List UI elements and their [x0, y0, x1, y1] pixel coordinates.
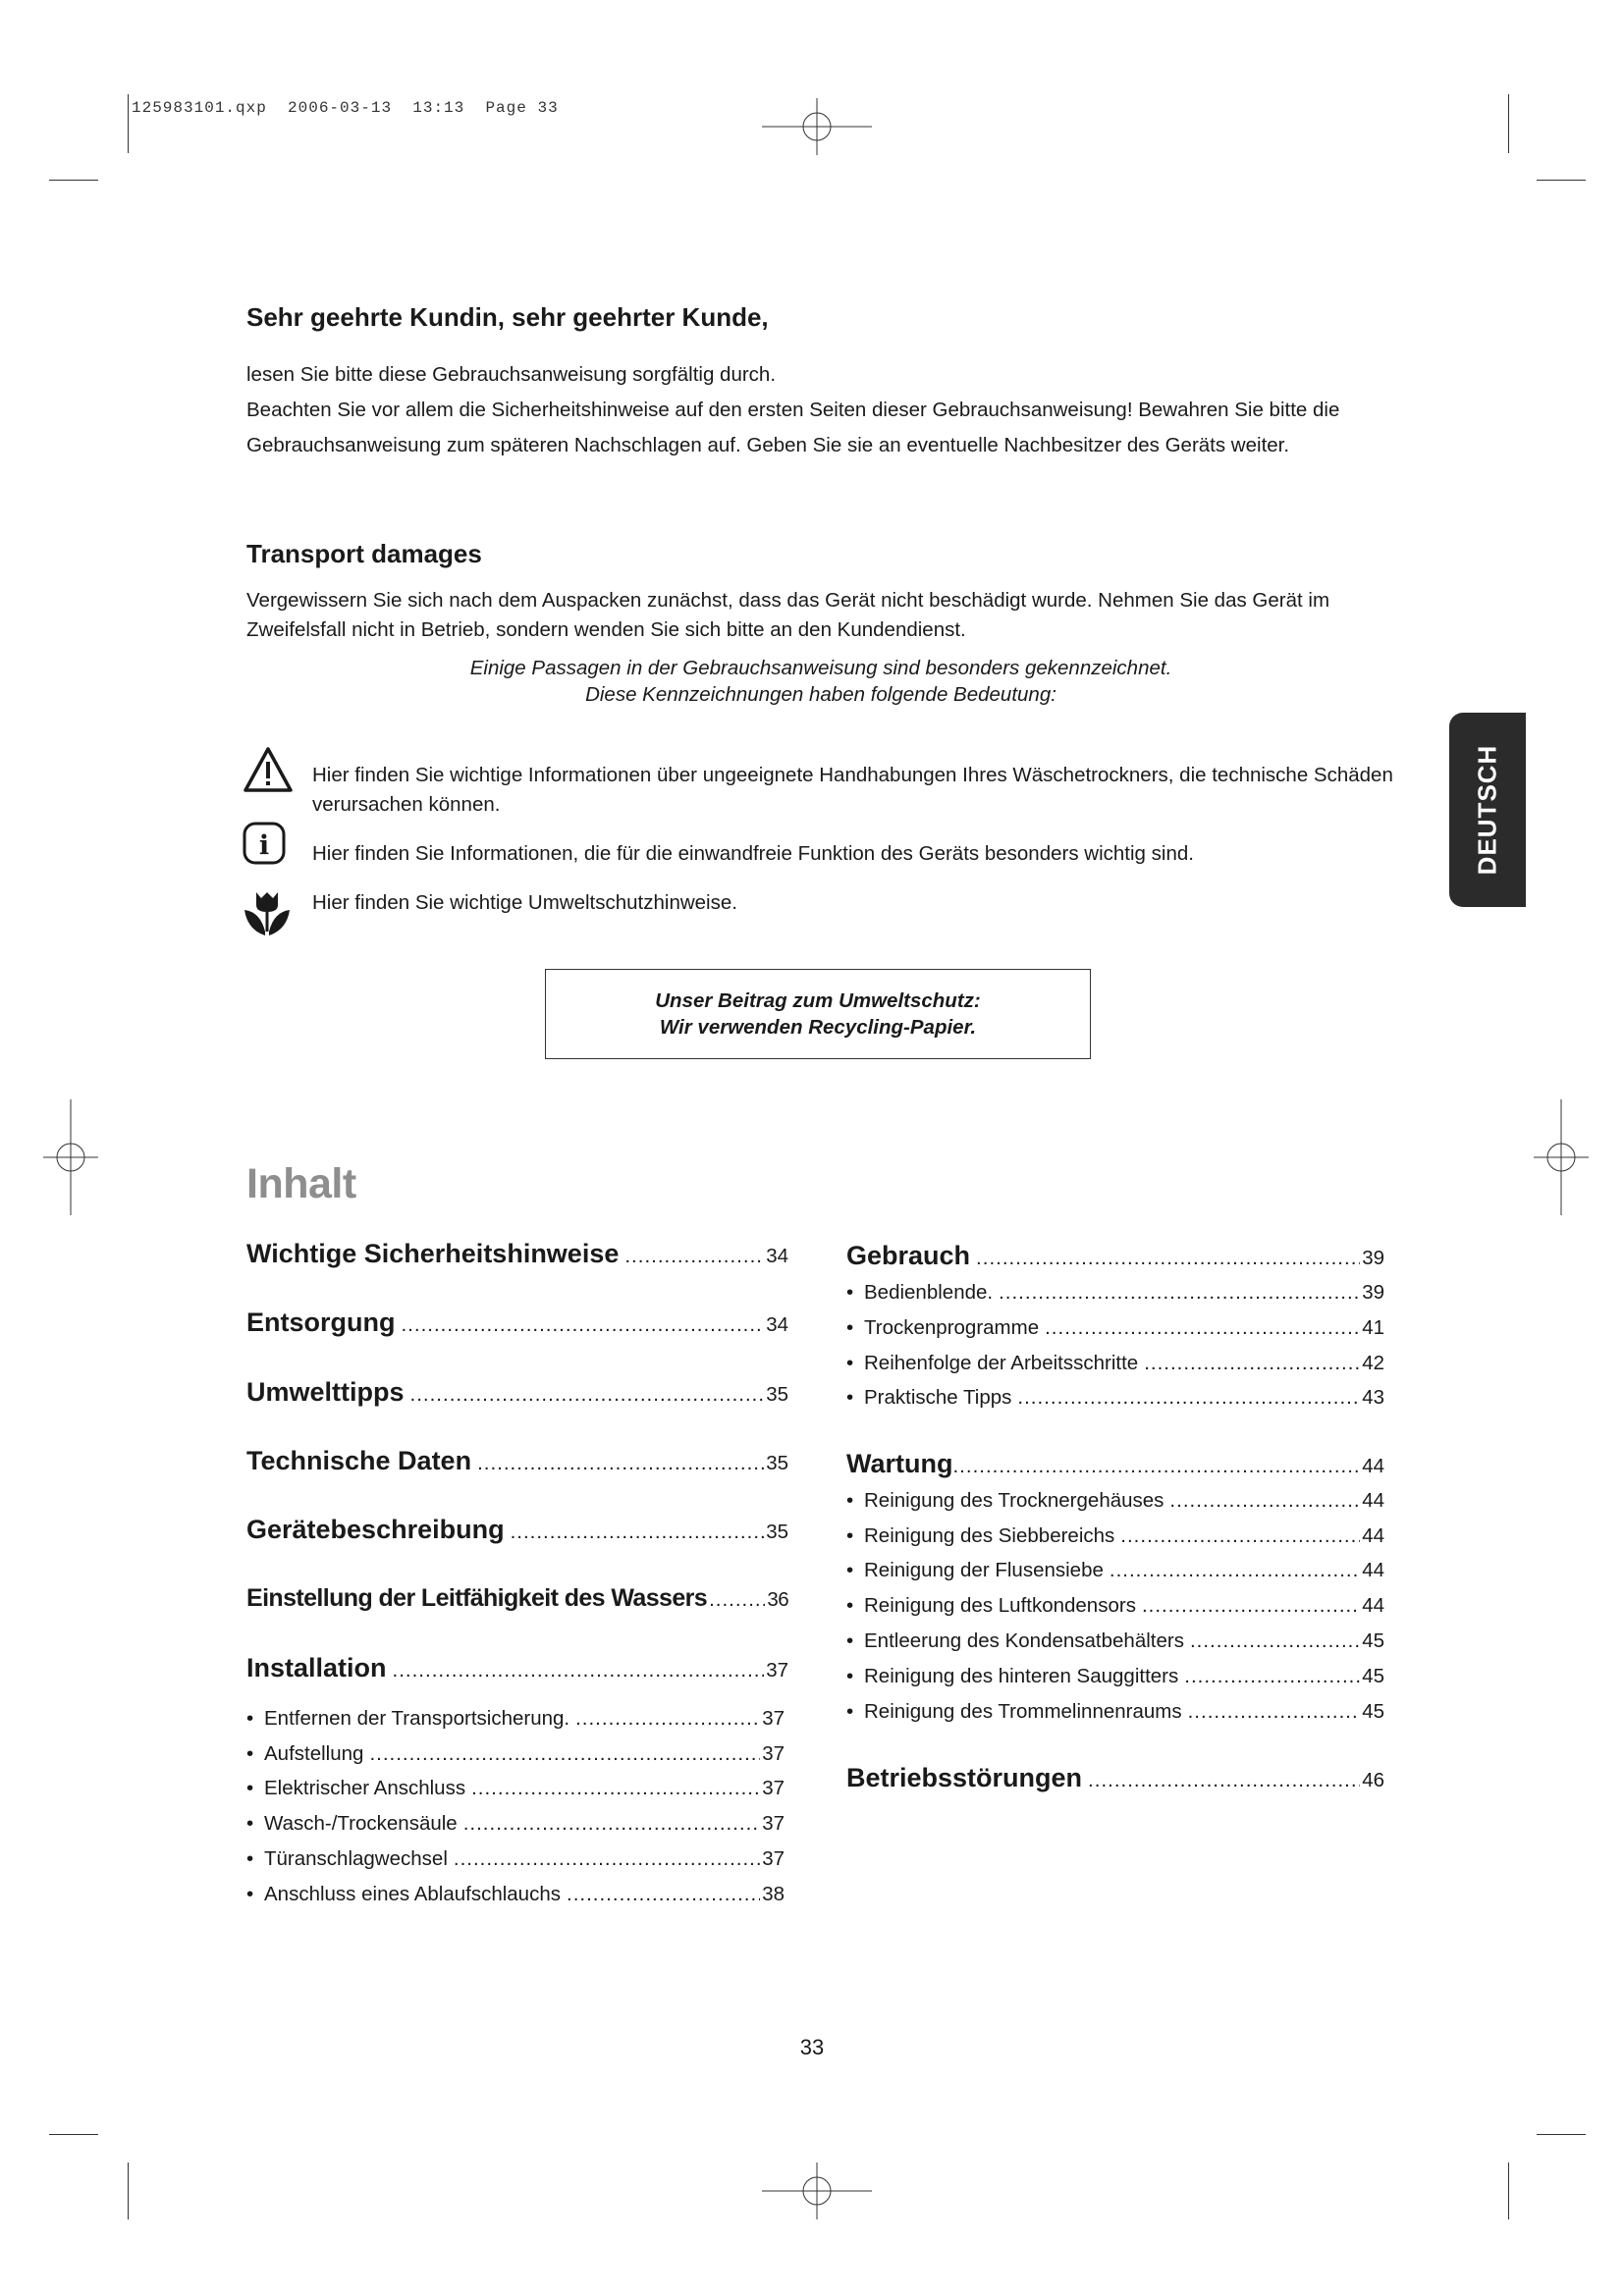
toc-entry-page: 35 [766, 1383, 788, 1406]
toc-entry [246, 1308, 788, 1338]
toc-leader [567, 1883, 760, 1906]
toc-leader [999, 1281, 1360, 1305]
bullet: • [246, 1777, 254, 1799]
toc-leader [393, 1659, 765, 1682]
bullet: • [246, 1742, 254, 1765]
toc-entry-label: Reinigung des Trocknergehäuses [864, 1489, 1164, 1512]
toc-entry [846, 1594, 1384, 1618]
toc-entry [846, 1763, 1384, 1793]
toc-entry-label: Gebrauch [846, 1241, 971, 1270]
greeting-line: lesen Sie bitte diese Gebrauchsanweisung sorgfältig durch. [246, 363, 777, 386]
toc-entry [846, 1352, 1384, 1375]
toc-entry [246, 1515, 788, 1545]
crop-mark [128, 94, 129, 153]
bullet: • [846, 1665, 854, 1687]
page-number: 33 [799, 2035, 825, 2059]
toc-entry-label: Entsorgung [246, 1308, 396, 1337]
registration-mark-icon [758, 98, 876, 155]
toc-leader [401, 1313, 764, 1337]
crop-mark [49, 180, 98, 181]
toc-entry-label: Bedienblende. [864, 1281, 994, 1304]
toc-entry-page: 35 [766, 1452, 788, 1474]
toc-entry-page: 36 [767, 1588, 788, 1611]
toc-entry [846, 1700, 1384, 1724]
toc-entry-label: Wichtige Sicherheitshinweise [246, 1239, 620, 1268]
bullet: • [846, 1629, 854, 1652]
print-slug: 125983101.qxp 2006-03-13 13:13 Page 33 [132, 99, 559, 117]
toc-leader [477, 1452, 764, 1475]
toc-leader [575, 1707, 760, 1731]
toc-leader [1190, 1629, 1360, 1653]
marking-note-line: Einige Passagen in der Gebrauchsanweisung sind besonders gekennzeichnet. [469, 657, 1172, 679]
toc-entry-label: Trockenprogramme [864, 1316, 1040, 1339]
toc-leader [1184, 1665, 1360, 1688]
toc-entry-label: Reinigung der Flusensiebe [864, 1559, 1104, 1581]
transport-text: Vergewissern Sie sich nach dem Auspacken zunächst, dass das Gerät nicht beschädigt wurde. Nehmen Sie das Gerät im Zweifelsfall nicht in Betrieb, sondern wenden Sie sich bitte an den Kundendienst. [246, 589, 1330, 641]
toc-entry-page: 45 [1362, 1665, 1384, 1687]
toc-entry-page: 46 [1362, 1769, 1384, 1791]
bullet: • [846, 1524, 854, 1547]
toc-leader [1017, 1386, 1360, 1410]
toc-entry-page: 42 [1362, 1352, 1384, 1374]
toc-entry-page: 37 [762, 1812, 785, 1835]
toc-leader [1188, 1700, 1361, 1724]
toc-entry-page: 38 [762, 1883, 785, 1905]
toc-leader [624, 1245, 764, 1268]
toc-entry [846, 1449, 1384, 1479]
toc-entry-page: 35 [766, 1521, 788, 1543]
recycling-notice-line: Unser Beitrag zum Umweltschutz: [655, 989, 981, 1012]
language-tab-label: DEUTSCH [1472, 744, 1502, 876]
transport-title: Transport damages [246, 539, 482, 568]
toc-entry [246, 1446, 788, 1476]
legend-warning-text: Hier finden Sie wichtige Informationen über ungeeignete Handhabungen Ihres Wäschetrockners, die technische Schäden verursachen können. [312, 764, 1393, 816]
svg-text:i: i [258, 830, 270, 861]
toc-entry [846, 1559, 1384, 1582]
crop-mark [1508, 2163, 1509, 2219]
toc-entry-label: Reinigung des Luftkondensors [864, 1594, 1136, 1617]
toc-entry-label: Reinigung des Siebbereichs [864, 1524, 1115, 1547]
toc-entry [846, 1665, 1384, 1688]
toc-leader [1144, 1352, 1360, 1375]
crop-mark [1537, 2134, 1586, 2135]
toc-entry-page: 44 [1362, 1489, 1384, 1512]
recycling-notice-line: Wir verwenden Recycling-Papier. [659, 1016, 977, 1039]
toc-entry [246, 1812, 785, 1836]
toc-entry [246, 1584, 788, 1613]
toc-leader [952, 1455, 1360, 1478]
toc-entry [846, 1489, 1384, 1513]
toc-entry [246, 1742, 785, 1766]
bullet: • [246, 1847, 254, 1870]
bullet: • [846, 1489, 854, 1512]
toc-entry-page: 41 [1362, 1316, 1384, 1339]
crop-mark [1537, 180, 1586, 181]
toc-entry [246, 1847, 785, 1871]
marking-note [246, 655, 1395, 708]
toc-entry-label: Installation [246, 1653, 387, 1682]
bullet: • [846, 1594, 854, 1617]
bullet: • [846, 1352, 854, 1374]
bullet: • [246, 1883, 254, 1905]
toc-entry-page: 44 [1362, 1455, 1384, 1477]
toc-entry-label: Reinigung des Trommelinnenraums [864, 1700, 1182, 1723]
toc-entry-label: Wartung [846, 1449, 953, 1478]
registration-mark-icon [1534, 1099, 1589, 1215]
toc-entry-page: 44 [1362, 1524, 1384, 1547]
toc-entry-label: Umwelttipps [246, 1377, 405, 1407]
toc-entry-page: 45 [1362, 1629, 1384, 1652]
toc-entry-page: 44 [1362, 1594, 1384, 1617]
greeting-text [246, 357, 1395, 463]
info-icon [243, 822, 286, 865]
toc-entry-label: Entfernen der Transportsicherung. [264, 1707, 570, 1730]
toc-leader [976, 1247, 1360, 1270]
toc-entry [846, 1316, 1384, 1340]
toc-entry [246, 1377, 788, 1408]
toc-leader [709, 1588, 765, 1612]
toc-entry [246, 1239, 788, 1269]
crop-mark [49, 2134, 98, 2135]
toc-entry-label: Wasch-/Trockensäule [264, 1812, 458, 1835]
toc-entry [846, 1241, 1384, 1271]
toc-entry-page: 37 [762, 1707, 785, 1730]
environment-flower-icon [243, 888, 292, 937]
toc-entry-page: 45 [1362, 1700, 1384, 1723]
bullet: • [846, 1281, 854, 1304]
toc-entry [246, 1707, 785, 1731]
toc-leader [1142, 1594, 1360, 1618]
toc-leader [454, 1847, 760, 1871]
toc-entry-label: Entleerung des Kondensatbehälters [864, 1629, 1184, 1652]
toc-entry-label: Einstellung der Leitfähigkeit des Wassers [246, 1584, 708, 1612]
marking-note-line: Diese Kennzeichnungen haben folgende Bedeutung: [585, 683, 1056, 706]
greeting-title: Sehr geehrte Kundin, sehr geehrter Kunde, [246, 302, 769, 332]
bullet: • [846, 1559, 854, 1581]
toc-entry [846, 1386, 1384, 1410]
toc-leader [471, 1777, 760, 1800]
bullet: • [846, 1316, 854, 1339]
crop-mark [1508, 94, 1509, 153]
legend-info-text: Hier finden Sie Informationen, die für die einwandfreie Funktion des Geräts besonders wichtig sind. [312, 842, 1194, 865]
toc-entry-label: Aufstellung [264, 1742, 364, 1765]
toc-entry-label: Gerätebeschreibung [246, 1515, 505, 1544]
bullet: • [246, 1812, 254, 1835]
toc-leader [463, 1812, 760, 1836]
toc-entry [846, 1629, 1384, 1653]
bullet: • [246, 1707, 254, 1730]
toc-entry-page: 44 [1362, 1559, 1384, 1581]
toc-leader [410, 1383, 765, 1407]
toc-entry [246, 1777, 785, 1800]
contents-title: Inhalt [246, 1160, 356, 1207]
toc-entry-label: Praktische Tipps [864, 1386, 1012, 1409]
toc-entry-label: Anschluss eines Ablaufschlauchs [264, 1883, 561, 1905]
toc-entry-label: Reinigung des hinteren Sauggitters [864, 1665, 1179, 1687]
toc-leader [1120, 1524, 1360, 1548]
bullet: • [846, 1386, 854, 1409]
recycling-notice [545, 969, 1091, 1059]
toc-entry-page: 39 [1362, 1281, 1384, 1304]
toc-leader [369, 1742, 760, 1766]
bullet: • [846, 1700, 854, 1723]
crop-mark [128, 2163, 129, 2219]
warning-triangle-icon [243, 746, 294, 793]
legend-environment-text: Hier finden Sie wichtige Umweltschutzhinweise. [312, 891, 737, 914]
toc-entry-page: 43 [1362, 1386, 1384, 1409]
toc-entry-label: Türanschlagwechsel [264, 1847, 448, 1870]
toc-entry [246, 1653, 788, 1683]
registration-mark-icon [43, 1099, 98, 1215]
toc-leader [1088, 1769, 1360, 1792]
toc-entry-label: Reihenfolge der Arbeitsschritte [864, 1352, 1139, 1374]
toc-entry [846, 1281, 1384, 1305]
toc-entry-page: 37 [762, 1847, 785, 1870]
toc-leader [1169, 1489, 1360, 1513]
toc-entry-label: Technische Daten [246, 1446, 472, 1475]
toc-leader [1110, 1559, 1360, 1582]
toc-entry-label: Betriebsstörungen [846, 1763, 1083, 1792]
toc-entry-page: 39 [1362, 1247, 1384, 1269]
toc-entry-page: 37 [766, 1659, 788, 1682]
greeting-line: Beachten Sie vor allem die Sicherheitshinweise auf den ersten Seiten dieser Gebrauchsanweisung! Bewahren Sie bitte die Gebrauchsanweisung zum späteren Nachschlagen auf. Geben Sie sie an eventuelle Nachbesitzer des Geräts weiter. [246, 399, 1340, 456]
toc-entry [246, 1883, 785, 1906]
toc-entry-page: 34 [766, 1245, 788, 1267]
toc-entry-page: 37 [762, 1742, 785, 1765]
toc-entry [846, 1524, 1384, 1548]
toc-leader [1045, 1316, 1360, 1340]
toc-entry-page: 34 [766, 1313, 788, 1336]
toc-leader [511, 1521, 765, 1544]
registration-mark-icon [758, 2163, 876, 2219]
language-tab [1449, 713, 1526, 907]
toc-entry-page: 37 [762, 1777, 785, 1799]
toc-entry-label: Elektrischer Anschluss [264, 1777, 466, 1799]
